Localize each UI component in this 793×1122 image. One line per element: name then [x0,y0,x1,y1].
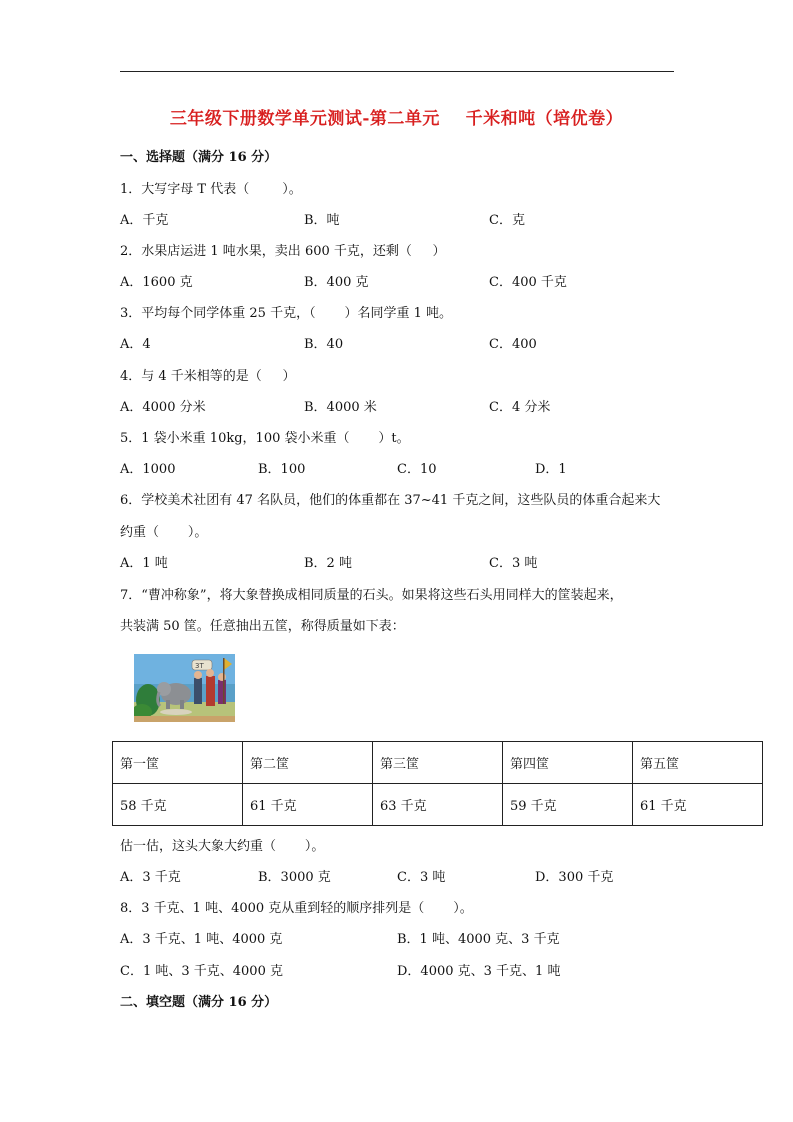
question-6-line1: 6．学校美术社团有 47 名队员，他们的体重都在 37~41 千克之间，这些队员的体重合起来大 [120,493,661,508]
q3-option-b: B．40 [304,337,344,352]
table-row [113,784,763,826]
table-cell: 61 千克 [633,784,763,826]
basket-weight-table [112,741,763,826]
q5-option-c: C．10 [397,462,437,477]
table-cell: 61 千克 [243,784,373,826]
page-title: 三年级下册数学单元测试-第二单元 千米和吨（培优卷） [169,109,624,129]
q2-option-b: B．400 克 [304,275,369,290]
question-3: 3．平均每个同学体重 25 千克，（ ）名同学重 1 吨。 [120,306,453,321]
table-header-cell: 第二筐 [243,742,373,784]
q1-option-c: C．克 [489,213,525,228]
q1-option-a: A．千克 [120,213,169,228]
q2-option-a: A．1600 克 [120,275,193,290]
q7-option-d: D．300 千克 [535,870,614,885]
table-cell: 63 千克 [373,784,503,826]
header-rule [120,71,674,72]
q6-option-b: B．2 吨 [304,556,352,571]
q5-option-d: D．1 [535,462,567,477]
question-7-line2: 共装满 50 筐。任意抽出五筐，称得质量如下表： [120,619,405,634]
section-heading-choice: 一、选择题（满分 16 分） [120,150,278,165]
question-2: 2．水果店运进 1 吨水果，卖出 600 千克，还剩（ ） [120,244,446,259]
q4-option-b: B．4000 米 [304,400,377,415]
q6-option-a: A．1 吨 [120,556,168,571]
table-header-cell: 第三筐 [373,742,503,784]
q3-option-c: C．400 [489,337,537,352]
table-header-cell: 第四筐 [503,742,633,784]
table-header-row [113,742,763,784]
svg-text:3T: 3T [195,662,204,670]
section-heading-fill-blank: 二、填空题（满分 16 分） [120,995,278,1010]
question-4: 4．与 4 千米相等的是（ ） [120,369,296,384]
question-1: 1．大写字母 T 代表（ ）。 [120,182,302,197]
q5-option-a: A．1000 [120,462,176,477]
q2-option-c: C．400 千克 [489,275,567,290]
q7-option-a: A．3 千克 [120,870,181,885]
q4-option-a: A．4000 分米 [120,400,206,415]
q4-option-c: C．4 分米 [489,400,551,415]
question-7-line1: 7．“曹冲称象”，将大象替换成相同质量的石头。如果将这些石头用同样大的筐装起来， [120,588,623,603]
q3-option-a: A．4 [120,337,151,352]
table-header-cell: 第一筐 [113,742,243,784]
q8-option-b: B．1 吨、4000 克、3 千克 [397,932,560,947]
table-cell: 59 千克 [503,784,633,826]
q1-option-b: B．吨 [304,213,340,228]
q8-option-a: A．3 千克、1 吨、4000 克 [120,932,283,947]
q5-option-b: B．100 [258,462,306,477]
question-6-line2: 约重（ ）。 [120,525,208,540]
question-8: 8．3 千克、1 吨、4000 克从重到轻的顺序排列是（ ）。 [120,901,473,916]
q7-option-b: B．3000 克 [258,870,331,885]
elephant-illustration-icon [134,654,235,722]
q8-option-c: C．1 吨、3 千克、4000 克 [120,964,283,979]
q8-option-d: D．4000 克、3 千克、1 吨 [397,964,561,979]
table-header-cell: 第五筐 [633,742,763,784]
question-5: 5．1 袋小米重 10kg，100 袋小米重（ ）t。 [120,431,410,446]
q7-option-c: C．3 吨 [397,870,446,885]
q6-option-c: C．3 吨 [489,556,538,571]
table-cell: 58 千克 [113,784,243,826]
question-7-prompt: 估一估，这头大象大约重（ ）。 [120,839,325,854]
